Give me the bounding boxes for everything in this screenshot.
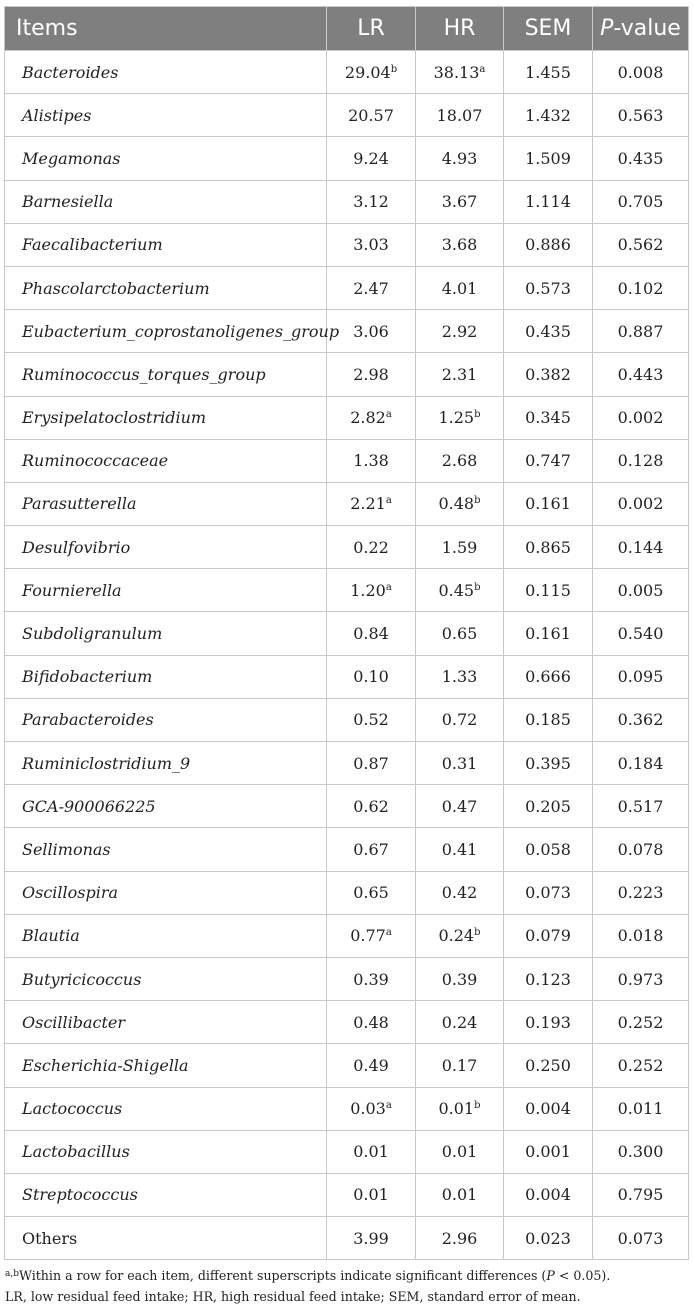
cell-item-name: Faecalibacterium bbox=[5, 223, 327, 266]
cell-lr bbox=[327, 871, 416, 914]
cell-lr-value: 0.01 bbox=[353, 1142, 389, 1162]
cell-hr bbox=[416, 1173, 504, 1216]
cell-item-name: Bifidobacterium bbox=[5, 655, 327, 698]
cell-p: 0.517 bbox=[593, 785, 689, 828]
cell-hr-value: 0.01 bbox=[438, 1099, 475, 1119]
cell-p: 0.095 bbox=[593, 655, 689, 698]
cell-p: 0.443 bbox=[593, 353, 689, 396]
cell-sem: 0.573 bbox=[504, 266, 593, 309]
cell-item-name: Sellimonas bbox=[5, 828, 327, 871]
cell-hr bbox=[416, 1130, 504, 1173]
cell-lr-value: 1.20 bbox=[350, 580, 386, 600]
table-row bbox=[5, 310, 689, 353]
cell-lr bbox=[327, 1087, 416, 1130]
cell-hr-value: 0.39 bbox=[441, 969, 478, 989]
cell-p: 0.887 bbox=[593, 310, 689, 353]
cell-lr bbox=[327, 266, 416, 309]
cell-lr bbox=[327, 914, 416, 957]
cell-sem: 0.073 bbox=[504, 871, 593, 914]
cell-hr bbox=[416, 914, 504, 957]
table-body bbox=[5, 51, 689, 1260]
cell-hr-value: 0.48 bbox=[438, 494, 475, 514]
footnote-line-1 bbox=[5, 1265, 689, 1286]
table-row bbox=[5, 180, 689, 223]
cell-hr bbox=[416, 957, 504, 1000]
table-row bbox=[5, 223, 689, 266]
cell-p: 0.973 bbox=[593, 957, 689, 1000]
footnote-text-1a: Within a row for each item, different superscripts indicate significant differences ( bbox=[19, 1268, 547, 1283]
cell-item-name: Blautia bbox=[5, 914, 327, 957]
table-row bbox=[5, 1044, 689, 1087]
cell-sem: 0.123 bbox=[504, 957, 593, 1000]
cell-item-name: Ruminococcaceae bbox=[5, 439, 327, 482]
cell-lr bbox=[327, 482, 416, 525]
cell-hr-value: 2.68 bbox=[441, 451, 478, 471]
table-row bbox=[5, 353, 689, 396]
cell-sem: 0.747 bbox=[504, 439, 593, 482]
cell-lr bbox=[327, 742, 416, 785]
cell-hr-value: 1.25 bbox=[438, 408, 475, 428]
cell-hr bbox=[416, 526, 504, 569]
cell-hr bbox=[416, 612, 504, 655]
cell-lr bbox=[327, 180, 416, 223]
cell-lr-value: 3.12 bbox=[353, 192, 389, 212]
cell-hr bbox=[416, 353, 504, 396]
cell-hr-value: 18.07 bbox=[436, 105, 483, 125]
cell-p: 0.300 bbox=[593, 1130, 689, 1173]
cell-hr bbox=[416, 1044, 504, 1087]
cell-hr-value: 1.33 bbox=[441, 667, 478, 687]
cell-sem: 1.455 bbox=[504, 51, 593, 94]
cell-hr-value: 3.68 bbox=[441, 235, 478, 255]
cell-p: 0.540 bbox=[593, 612, 689, 655]
cell-lr-value: 20.57 bbox=[348, 105, 394, 125]
cell-hr bbox=[416, 266, 504, 309]
cell-hr-value: 0.24 bbox=[438, 926, 475, 946]
cell-p: 0.078 bbox=[593, 828, 689, 871]
cell-lr bbox=[327, 526, 416, 569]
cell-sem: 0.079 bbox=[504, 914, 593, 957]
cell-sem: 0.161 bbox=[504, 612, 593, 655]
table-row bbox=[5, 94, 689, 137]
header-row bbox=[5, 7, 689, 51]
cell-hr-value: 1.59 bbox=[441, 537, 478, 557]
cell-hr bbox=[416, 180, 504, 223]
cell-lr bbox=[327, 1173, 416, 1216]
cell-hr bbox=[416, 94, 504, 137]
cell-sem: 0.886 bbox=[504, 223, 593, 266]
cell-p: 0.563 bbox=[593, 94, 689, 137]
cell-item-name: Megamonas bbox=[5, 137, 327, 180]
cell-lr-value: 0.87 bbox=[353, 753, 389, 773]
table-row bbox=[5, 742, 689, 785]
cell-hr-value: 2.92 bbox=[441, 321, 478, 341]
table-row bbox=[5, 266, 689, 309]
table-row bbox=[5, 51, 689, 94]
header-p-letter: P bbox=[600, 16, 614, 41]
cell-item-name: Subdoligranulum bbox=[5, 612, 327, 655]
cell-item-name: Streptococcus bbox=[5, 1173, 327, 1216]
cell-lr bbox=[327, 1001, 416, 1044]
cell-lr-value: 0.84 bbox=[353, 624, 389, 644]
cell-lr-value: 0.62 bbox=[353, 796, 389, 816]
table-row bbox=[5, 526, 689, 569]
cell-lr-value: 0.01 bbox=[353, 1185, 389, 1205]
cell-hr bbox=[416, 569, 504, 612]
table-row bbox=[5, 137, 689, 180]
cell-lr bbox=[327, 310, 416, 353]
table-row bbox=[5, 957, 689, 1000]
header-items: Items bbox=[5, 7, 327, 51]
cell-hr bbox=[416, 51, 504, 94]
table-row bbox=[5, 396, 689, 439]
cell-item-name: Alistipes bbox=[5, 94, 327, 137]
cell-p: 0.018 bbox=[593, 914, 689, 957]
cell-sem: 0.666 bbox=[504, 655, 593, 698]
cell-hr-superscript: b bbox=[474, 409, 481, 421]
cell-p: 0.002 bbox=[593, 482, 689, 525]
cell-hr-value: 0.47 bbox=[441, 796, 478, 816]
cell-lr bbox=[327, 1130, 416, 1173]
cell-lr bbox=[327, 1217, 416, 1260]
cell-hr bbox=[416, 137, 504, 180]
cell-sem: 0.205 bbox=[504, 785, 593, 828]
cell-sem: 1.114 bbox=[504, 180, 593, 223]
cell-lr-superscript: b bbox=[390, 63, 398, 75]
cell-item-name: Escherichia-Shigella bbox=[5, 1044, 327, 1087]
cell-sem: 0.250 bbox=[504, 1044, 593, 1087]
cell-hr-value: 3.67 bbox=[441, 192, 478, 212]
table-row bbox=[5, 871, 689, 914]
cell-hr-value: 0.42 bbox=[441, 883, 478, 903]
cell-lr bbox=[327, 828, 416, 871]
cell-sem: 1.432 bbox=[504, 94, 593, 137]
cell-lr bbox=[327, 223, 416, 266]
cell-hr bbox=[416, 1217, 504, 1260]
cell-hr-value: 2.31 bbox=[441, 364, 478, 384]
cell-sem: 0.001 bbox=[504, 1130, 593, 1173]
cell-lr-value: 0.48 bbox=[353, 1012, 389, 1032]
cell-sem: 0.023 bbox=[504, 1217, 593, 1260]
cell-lr-value: 3.06 bbox=[353, 321, 389, 341]
cell-hr bbox=[416, 310, 504, 353]
cell-p: 0.252 bbox=[593, 1044, 689, 1087]
table-row bbox=[5, 785, 689, 828]
cell-lr-value: 0.49 bbox=[353, 1055, 389, 1075]
cell-lr-value: 0.65 bbox=[353, 883, 389, 903]
cell-p: 0.562 bbox=[593, 223, 689, 266]
cell-lr bbox=[327, 785, 416, 828]
cell-item-name: Oscillibacter bbox=[5, 1001, 327, 1044]
cell-hr-superscript: a bbox=[479, 63, 486, 75]
cell-item-name: Parabacteroides bbox=[5, 698, 327, 741]
cell-hr-value: 0.72 bbox=[441, 710, 478, 730]
cell-p: 0.002 bbox=[593, 396, 689, 439]
cell-item-name: GCA-900066225 bbox=[5, 785, 327, 828]
header-sem: SEM bbox=[504, 7, 593, 51]
cell-sem: 0.435 bbox=[504, 310, 593, 353]
cell-sem: 0.161 bbox=[504, 482, 593, 525]
cell-hr bbox=[416, 698, 504, 741]
cell-item-name: Desulfovibrio bbox=[5, 526, 327, 569]
cell-lr bbox=[327, 439, 416, 482]
cell-p: 0.795 bbox=[593, 1173, 689, 1216]
cell-lr bbox=[327, 612, 416, 655]
cell-item-name: Phascolarctobacterium bbox=[5, 266, 327, 309]
cell-lr-value: 0.67 bbox=[353, 839, 389, 859]
data-table bbox=[4, 6, 689, 1260]
cell-p: 0.362 bbox=[593, 698, 689, 741]
cell-p: 0.011 bbox=[593, 1087, 689, 1130]
table-row bbox=[5, 698, 689, 741]
cell-p: 0.435 bbox=[593, 137, 689, 180]
cell-hr bbox=[416, 828, 504, 871]
cell-item-name: Ruminiclostridium_9 bbox=[5, 742, 327, 785]
cell-sem: 0.004 bbox=[504, 1087, 593, 1130]
cell-item-name: Butyricicoccus bbox=[5, 957, 327, 1000]
table-header bbox=[5, 7, 689, 51]
table-row bbox=[5, 482, 689, 525]
cell-p: 0.252 bbox=[593, 1001, 689, 1044]
table-row bbox=[5, 569, 689, 612]
cell-hr-value: 0.41 bbox=[441, 839, 478, 859]
cell-hr-superscript: b bbox=[474, 927, 481, 939]
cell-p: 0.102 bbox=[593, 266, 689, 309]
cell-p: 0.705 bbox=[593, 180, 689, 223]
footnote-p-letter: P bbox=[546, 1268, 555, 1283]
cell-sem: 0.395 bbox=[504, 742, 593, 785]
cell-p: 0.128 bbox=[593, 439, 689, 482]
table-row bbox=[5, 1130, 689, 1173]
cell-lr bbox=[327, 957, 416, 1000]
cell-p: 0.184 bbox=[593, 742, 689, 785]
cell-lr bbox=[327, 51, 416, 94]
cell-sem: 0.058 bbox=[504, 828, 593, 871]
cell-lr-value: 2.47 bbox=[353, 278, 389, 298]
cell-lr bbox=[327, 655, 416, 698]
footnote bbox=[5, 1265, 689, 1307]
cell-lr-value: 0.77 bbox=[350, 926, 386, 946]
table-row bbox=[5, 1217, 689, 1260]
cell-hr bbox=[416, 742, 504, 785]
cell-hr-value: 4.01 bbox=[441, 278, 478, 298]
cell-lr bbox=[327, 396, 416, 439]
cell-lr-value: 0.03 bbox=[350, 1099, 386, 1119]
cell-sem: 1.509 bbox=[504, 137, 593, 180]
cell-hr-value: 0.45 bbox=[438, 580, 475, 600]
cell-hr bbox=[416, 223, 504, 266]
table-row bbox=[5, 1001, 689, 1044]
cell-hr-value: 0.17 bbox=[441, 1055, 478, 1075]
cell-lr bbox=[327, 137, 416, 180]
cell-hr bbox=[416, 1001, 504, 1044]
cell-sem: 0.345 bbox=[504, 396, 593, 439]
cell-item-name: Others bbox=[5, 1217, 327, 1260]
table-row bbox=[5, 612, 689, 655]
cell-sem: 0.115 bbox=[504, 569, 593, 612]
cell-lr-superscript: a bbox=[385, 927, 392, 939]
cell-hr-value: 0.24 bbox=[441, 1012, 478, 1032]
cell-hr-value: 0.01 bbox=[441, 1142, 478, 1162]
cell-p: 0.005 bbox=[593, 569, 689, 612]
cell-lr-value: 2.21 bbox=[350, 494, 386, 514]
header-p-suffix: -value bbox=[613, 16, 681, 41]
header-lr: LR bbox=[327, 7, 416, 51]
cell-lr bbox=[327, 94, 416, 137]
cell-hr-value: 0.01 bbox=[441, 1185, 478, 1205]
footnote-superscript: a,b bbox=[5, 1269, 19, 1279]
cell-lr-value: 9.24 bbox=[353, 148, 389, 168]
cell-item-name: Lactococcus bbox=[5, 1087, 327, 1130]
table-row bbox=[5, 1173, 689, 1216]
cell-lr-value: 0.10 bbox=[353, 667, 389, 687]
cell-lr bbox=[327, 698, 416, 741]
cell-hr-superscript: b bbox=[474, 495, 481, 507]
cell-lr-superscript: a bbox=[385, 495, 392, 507]
cell-hr-superscript: b bbox=[474, 1100, 481, 1112]
cell-item-name: Barnesiella bbox=[5, 180, 327, 223]
cell-lr-value: 1.38 bbox=[353, 451, 389, 471]
cell-hr-value: 0.65 bbox=[441, 624, 478, 644]
cell-item-name: Ruminococcus_torques_group bbox=[5, 353, 327, 396]
footnote-text-1b: < 0.05). bbox=[554, 1268, 611, 1283]
header-p-value bbox=[593, 7, 689, 51]
cell-lr-value: 3.99 bbox=[353, 1228, 389, 1248]
cell-sem: 0.193 bbox=[504, 1001, 593, 1044]
cell-hr bbox=[416, 396, 504, 439]
cell-item-name: Fournierella bbox=[5, 569, 327, 612]
cell-hr bbox=[416, 655, 504, 698]
cell-lr bbox=[327, 569, 416, 612]
cell-lr-value: 29.04 bbox=[344, 62, 391, 82]
cell-hr-value: 38.13 bbox=[433, 62, 480, 82]
cell-p: 0.144 bbox=[593, 526, 689, 569]
cell-p: 0.073 bbox=[593, 1217, 689, 1260]
cell-sem: 0.382 bbox=[504, 353, 593, 396]
cell-item-name: Bacteroides bbox=[5, 51, 327, 94]
cell-hr bbox=[416, 482, 504, 525]
cell-item-name: Lactobacillus bbox=[5, 1130, 327, 1173]
cell-hr bbox=[416, 785, 504, 828]
cell-item-name: Parasutterella bbox=[5, 482, 327, 525]
cell-item-name: Eubacterium_coprostanoligenes_group bbox=[5, 310, 327, 353]
cell-lr-superscript: a bbox=[385, 581, 392, 593]
cell-hr bbox=[416, 439, 504, 482]
table-row bbox=[5, 1087, 689, 1130]
cell-sem: 0.865 bbox=[504, 526, 593, 569]
cell-lr-superscript: a bbox=[385, 1100, 392, 1112]
cell-item-name: Oscillospira bbox=[5, 871, 327, 914]
cell-lr bbox=[327, 353, 416, 396]
header-hr: HR bbox=[416, 7, 504, 51]
cell-lr-value: 0.52 bbox=[353, 710, 389, 730]
cell-hr-value: 4.93 bbox=[441, 148, 478, 168]
table-row bbox=[5, 914, 689, 957]
table-row bbox=[5, 828, 689, 871]
table-row bbox=[5, 439, 689, 482]
cell-lr-value: 3.03 bbox=[353, 235, 389, 255]
cell-item-name: Erysipelatoclostridium bbox=[5, 396, 327, 439]
cell-lr-value: 0.22 bbox=[353, 537, 389, 557]
footnote-line-2: LR, low residual feed intake; HR, high residual feed intake; SEM, standard error of mean. bbox=[5, 1289, 581, 1304]
table-row bbox=[5, 655, 689, 698]
cell-hr-value: 2.96 bbox=[441, 1228, 478, 1248]
cell-lr-value: 0.39 bbox=[353, 969, 389, 989]
cell-sem: 0.004 bbox=[504, 1173, 593, 1216]
cell-hr-superscript: b bbox=[474, 581, 481, 593]
cell-hr bbox=[416, 871, 504, 914]
cell-p: 0.223 bbox=[593, 871, 689, 914]
cell-sem: 0.185 bbox=[504, 698, 593, 741]
cell-hr-value: 0.31 bbox=[441, 753, 478, 773]
cell-lr-value: 2.82 bbox=[350, 408, 386, 428]
cell-lr bbox=[327, 1044, 416, 1087]
cell-lr-value: 2.98 bbox=[353, 364, 389, 384]
cell-lr-superscript: a bbox=[385, 409, 392, 421]
cell-p: 0.008 bbox=[593, 51, 689, 94]
cell-hr bbox=[416, 1087, 504, 1130]
